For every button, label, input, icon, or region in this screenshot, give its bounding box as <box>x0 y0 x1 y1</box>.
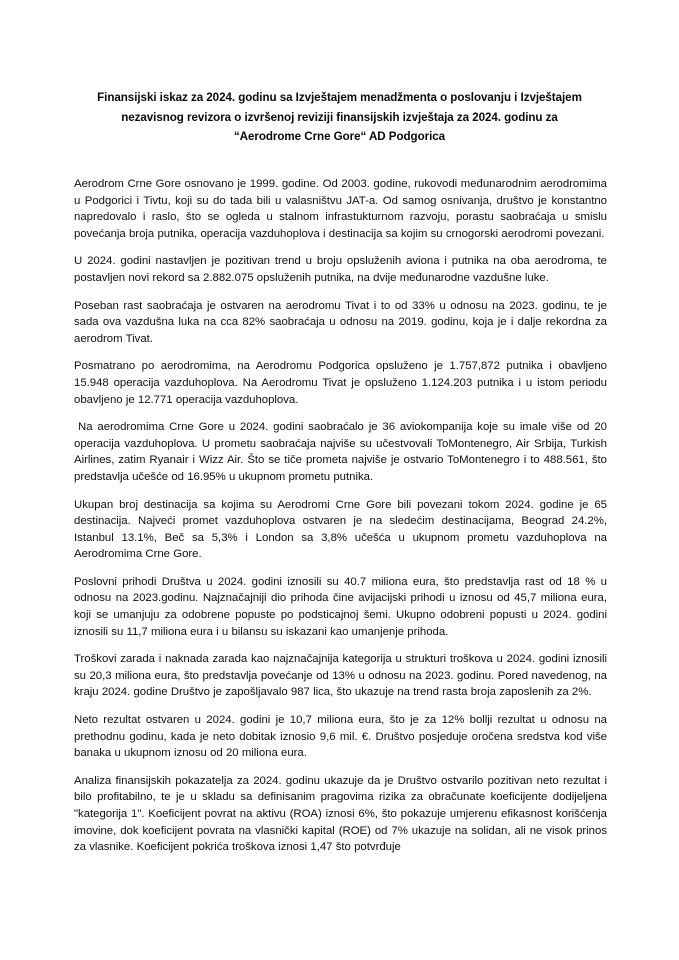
paragraph-destinations: Ukupan broj destinacija sa kojima su Aerodromi Crne Gore bili povezani tokom 2024. godine je 65 destinacija. Najveći promet vazduhoplova ostvaren je na sledećim destinacijama, Beograd 24.2%, Istanbul 13.1%, Beč sa 5,3% i London sa 3,8% učešća u ukupnom prometu vazduhoplova na Aerodromima Crne Gore. <box>74 498 607 561</box>
title-line-2: nezavisnog revizora o izvršenoj reviziji finansijskih izvještaja za 2024. godinu za <box>121 110 558 124</box>
paragraph-tivat-growth: Poseban rast saobraćaja je ostvaren na aerodromu Tivat i to od 33% u odnosu na 2023. godinu, te je sada ova vazdušna luka na cca 82% saobraćaja u odnosu na 2019. godinu, koja je i dalje rekordna za aerodrom Tivat. <box>74 299 607 345</box>
paragraph-traffic-record: U 2024. godini nastavljen je pozitivan trend u broju opsluženih aviona i putnika na oba aerodroma, te postavljen novi rekord sa 2.882.075 opsluženih putnika, na dvije međunarodne vazdušne luke. <box>74 255 607 284</box>
paragraph-operating-revenue: Poslovni prihodi Društva u 2024. godini iznosili su 40.7 miliona eura, što predstavlja rast od 18 % u odnosu na 2023.godinu. Najznačajniji dio prihoda čine avijacijski prihodi u iznosu od 45,7 miliona eura, koji se umanjuju za odobrene popuste po podsticajnoj šemi. Ukupno odobreni popusti u 2024. godini iznosili su 11,7 miliona eura i u bilansu su iskazani kao umanjenje prihoda. <box>74 575 607 638</box>
paragraph-net-result: Neto rezultat ostvaren u 2024. godini je 10,7 miliona eura, što je za 12% bollji rezultat u odnosu na prethodnu godinu, kada je neto dobitak iznosio 9,6 mil. €. Društvo posjeduje oročena sredstva kod više banaka u ukupnom iznosu od 20 miliona eura. <box>74 714 607 760</box>
paragraph-airlines: Na aerodromima Crne Gore u 2024. godini saobraćalo je 36 aviokompanija koje su imale više od 20 operacija vazduhoplova. U prometu saobraćaja najviše su učestvovali ToMontenegro, Air Srbija, Turkish Airlines, zatim Ryanair i Wizz Air. Što se tiče prometa najviše je ostvario ToMontenegro i to 488.561, što predstavlja učešće od 16.95% u ukupnom prometu putnika. <box>74 421 607 483</box>
document-body <box>74 176 607 856</box>
paragraph-financial-indicators: Analiza finansijskih pokazatelja za 2024. godinu ukazuje da je Društvo ostvarilo pozitivan neto rezultat i bilo profitabilno, te je u skladu sa definisanim pragovima rizika za obračunate koeficijente dodijeljena "kategorija 1". Koeficijent povrat na aktivu (ROA) iznosi 6%, što pokazuje umjerenu efikasnost korišćenja imovine, dok koeficijent povrata na vlasnički kapital (ROE) od 7% ukazuje na solidan, ali ne visok prinos za vlasnike. Koeficijent pokrića troškova iznosi 1,47 što potvrđuje <box>74 774 607 854</box>
title-line-1: Finansijski iskaz za 2024. godinu sa Izvještajem menadžmenta o poslovanju i Izvještajem <box>97 91 582 104</box>
page-title <box>72 88 607 147</box>
title-line-3: “Aerodrome Crne Gore“ AD Podgorica <box>233 130 446 143</box>
paragraph-intro-company: Aerodrom Crne Gore osnovano je 1999. godine. Od 2003. godine, rukovodi međunarodnim aerodromima u Podgorici i Tivtu, koji su do tada bili u valasništvu JAT-a. Od samog osnivanja, društvo je konstantno napredovalo i raslo, što se ogleda u stalnom infrastukturnom razvoju, porastu saobraćaja u smislu povećanja broja putnika, operacija vazduhoplova i destinacija sa kojim su crnogorski aerodromi povezani. <box>74 178 607 240</box>
paragraph-salary-costs: Troškovi zarada i naknada zarada kao najznačajnija kategorija u strukturi troškova u 2024. godini iznosili su 20,3 miliona eura, što predstavlja povećanje od 13% u odnosu na 2023. godinu. Pored navedenog, na kraju 2024. godine Društvo je zapošljavalo 987 lica, što ukazuje na trend rasta broja zaposlenih za 2%. <box>74 653 607 699</box>
paragraph-airport-breakdown: Posmatrano po aerodromima, na Aerodromu Podgorica opsluženo je 1.757,872 putnika i obavljeno 15.948 operacija vazduhoplova. Na Aerodromu Tivat je opsluženo 1.124.203 putnika i u istom periodu obavljeno je 12.771 operacija vazduhoplova. <box>74 360 607 406</box>
